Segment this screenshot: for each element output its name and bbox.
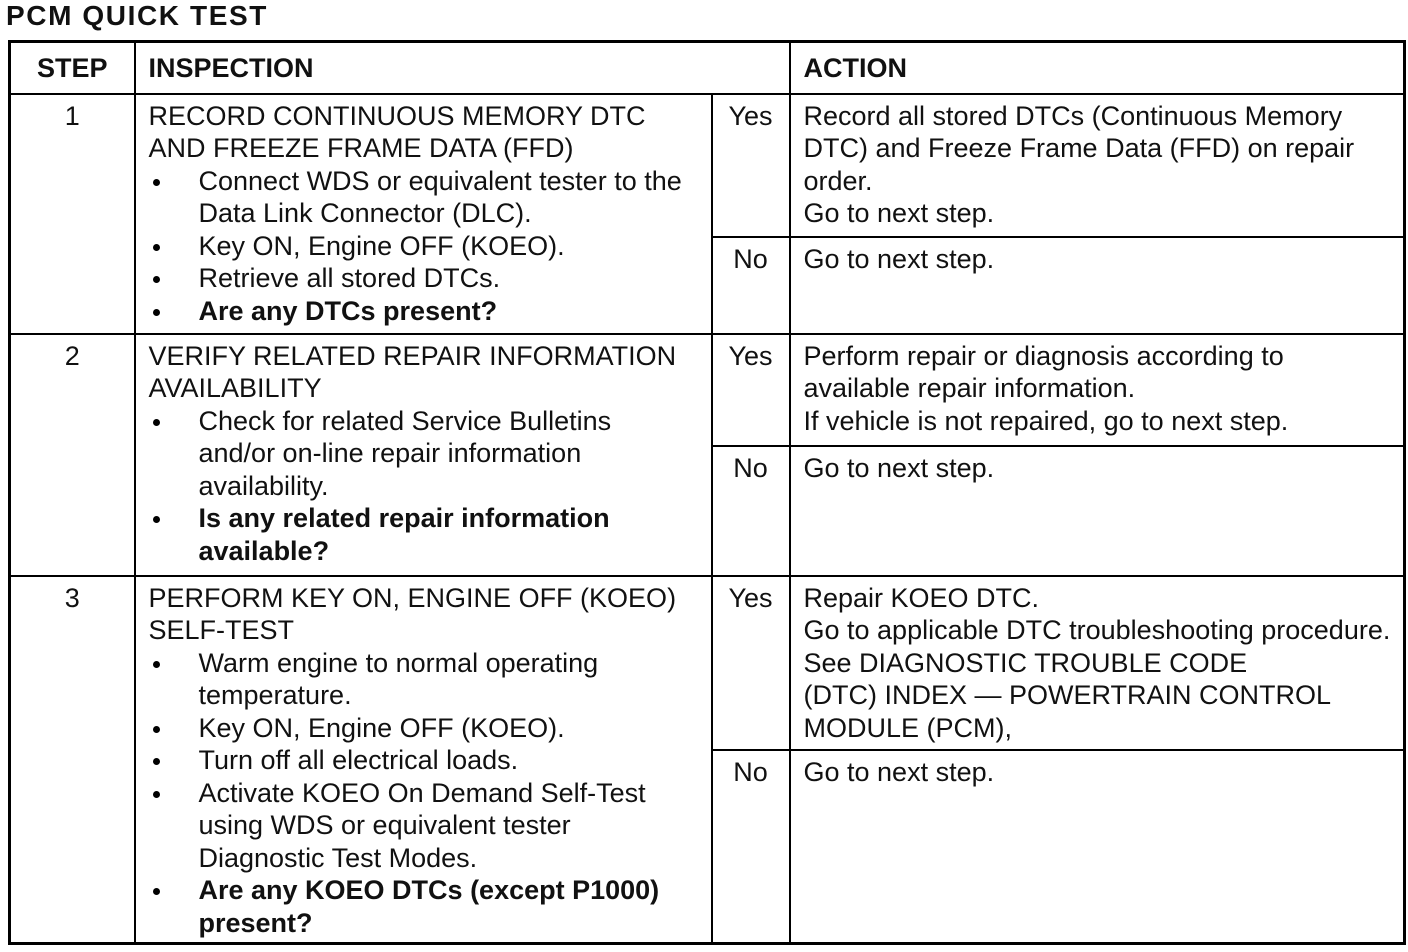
header-step: STEP xyxy=(10,42,135,94)
inspection-bullet xyxy=(149,744,705,777)
step-3-yes-row xyxy=(10,576,1405,750)
inspection-cell xyxy=(135,94,712,334)
header-action: ACTION xyxy=(790,42,1405,94)
inspection-heading-line: AVAILABILITY xyxy=(148,373,322,403)
bullet-marker xyxy=(153,758,160,765)
action-text-line: (DTC) INDEX — POWERTRAIN CONTROL xyxy=(803,680,1332,710)
bullet-text-line: using WDS or equivalent tester xyxy=(198,810,571,840)
bullet-text-line: Warm engine to normal operating xyxy=(198,647,599,678)
inspection-bullet xyxy=(149,165,705,230)
action-text-line: DTC) and Freeze Frame Data (FFD) on repair xyxy=(803,133,1355,163)
inspection-bullet xyxy=(149,262,705,295)
yes-action-cell xyxy=(790,94,1405,237)
inspection-bullet xyxy=(149,777,705,875)
result-no-label: No xyxy=(712,237,790,334)
bullet-text-line: temperature. xyxy=(198,680,352,710)
inspection-cell xyxy=(135,334,712,576)
bullet-text-line: Check for related Service Bulletins xyxy=(198,405,612,436)
inspection-question xyxy=(149,874,705,939)
bullet-marker xyxy=(153,661,160,668)
bullet-text-line: Turn off all electrical loads. xyxy=(198,745,519,775)
bullet-text-line: Retrieve all stored DTCs. xyxy=(198,263,501,293)
bullet-marker xyxy=(153,888,160,895)
no-action-cell xyxy=(790,237,1405,334)
bullet-marker xyxy=(153,309,160,316)
bullet-marker xyxy=(153,791,160,798)
action-text-line: If vehicle is not repaired, go to next step. xyxy=(803,405,1289,436)
result-no-label: No xyxy=(712,446,790,576)
inspection-heading-line: VERIFY RELATED REPAIR INFORMATION xyxy=(148,340,677,371)
step-1-yes-row xyxy=(10,94,1405,237)
action-text-line: See DIAGNOSTIC TROUBLE CODE xyxy=(803,647,1248,678)
action-text-line: Repair KOEO DTC. xyxy=(803,582,1040,613)
inspection-heading-line: AND FREEZE FRAME DATA (FFD) xyxy=(148,133,574,163)
bullet-marker xyxy=(153,419,160,426)
inspection-bullet xyxy=(149,230,705,263)
step-2-yes-row xyxy=(10,334,1405,446)
result-no-label: No xyxy=(712,750,790,944)
no-action-cell xyxy=(790,446,1405,576)
bullet-text-line: Activate KOEO On Demand Self-Test xyxy=(198,777,646,808)
inspection-bullet xyxy=(149,647,705,712)
bullet-marker xyxy=(153,726,160,733)
action-text-line: order. xyxy=(803,165,873,196)
no-action-cell xyxy=(790,750,1405,944)
action-text-line: MODULE (PCM), xyxy=(803,712,1012,743)
header-row xyxy=(10,42,1405,94)
inspection-question xyxy=(149,502,705,567)
inspection-bullet xyxy=(149,405,705,503)
yes-action-cell xyxy=(790,334,1405,446)
step-number: 2 xyxy=(10,334,135,576)
result-yes-label: Yes xyxy=(712,334,790,446)
bullet-text-line: available? xyxy=(198,535,330,566)
result-yes-label: Yes xyxy=(712,94,790,237)
page-title: PCM QUICK TEST xyxy=(6,0,268,31)
bullet-text-line: Diagnostic Test Modes. xyxy=(198,842,478,873)
action-text-line: Go to next step. xyxy=(803,756,995,787)
bullet-text-line: Key ON, Engine OFF (KOEO). xyxy=(198,712,565,743)
bullet-text-line: Key ON, Engine OFF (KOEO). xyxy=(198,230,565,261)
action-text-line: Go to applicable DTC troubleshooting procedure. xyxy=(803,615,1391,645)
bullet-marker xyxy=(153,179,160,186)
inspection-cell xyxy=(135,576,712,944)
action-text-line: Record all stored DTCs (Continuous Memory xyxy=(803,100,1343,131)
action-text-line: available repair information. xyxy=(803,373,1136,403)
bullet-marker xyxy=(153,276,160,283)
action-text-line: Go to next step. xyxy=(803,243,995,274)
result-yes-label: Yes xyxy=(712,576,790,750)
step-number: 1 xyxy=(10,94,135,334)
inspection-heading-line: RECORD CONTINUOUS MEMORY DTC xyxy=(148,100,646,131)
bullet-text-line: Are any DTCs present? xyxy=(198,295,498,326)
inspection-heading-line: SELF-TEST xyxy=(148,615,295,645)
step-number: 3 xyxy=(10,576,135,944)
bullet-text-line: Is any related repair information xyxy=(198,503,610,533)
action-text-line: Go to next step. xyxy=(803,198,995,228)
header-inspection: INSPECTION xyxy=(135,42,790,94)
inspection-heading-line: PERFORM KEY ON, ENGINE OFF (KOEO) xyxy=(148,582,677,613)
bullet-marker xyxy=(153,516,160,523)
action-text-line: Go to next step. xyxy=(803,452,995,483)
yes-action-cell xyxy=(790,576,1405,750)
bullet-text-line: Connect WDS or equivalent tester to the xyxy=(198,165,682,196)
quick-test-table xyxy=(8,40,1406,945)
inspection-bullet xyxy=(149,712,705,745)
bullet-text-line: and/or on-line repair information xyxy=(198,438,582,468)
bullet-text-line: present? xyxy=(198,907,313,938)
action-text-line: Perform repair or diagnosis according to xyxy=(803,340,1284,371)
bullet-text-line: Data Link Connector (DLC). xyxy=(198,198,532,228)
bullet-text-line: availability. xyxy=(198,470,329,501)
inspection-question xyxy=(149,295,705,328)
bullet-marker xyxy=(153,244,160,251)
bullet-text-line: Are any KOEO DTCs (except P1000) xyxy=(198,875,660,905)
